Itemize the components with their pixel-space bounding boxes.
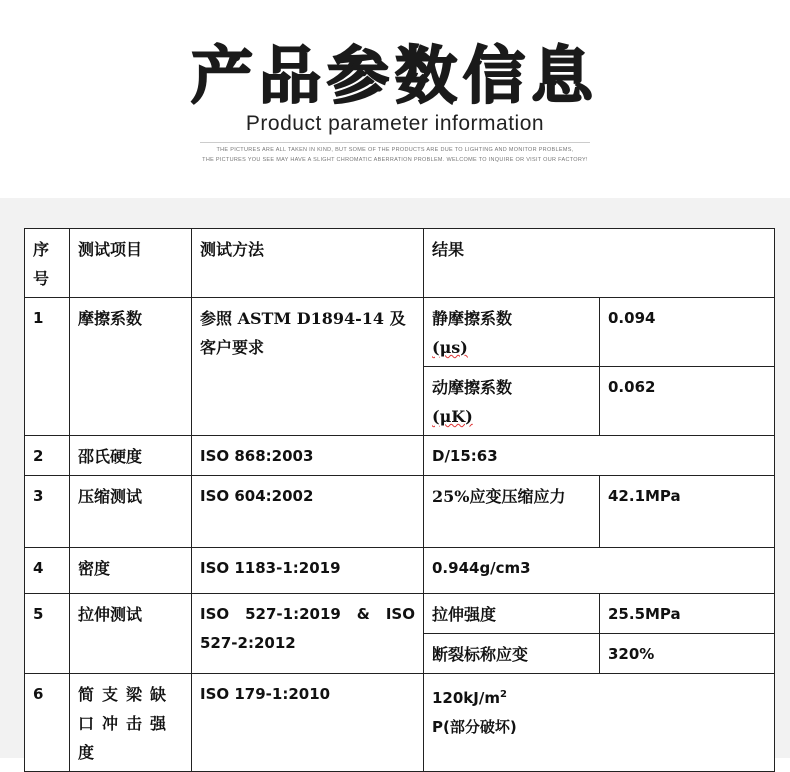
- result-label: 拉伸强度: [424, 594, 600, 634]
- table-row: [25, 594, 775, 634]
- header-no: 序号: [25, 229, 70, 298]
- table-row: [25, 476, 775, 548]
- header-result: 结果: [424, 229, 775, 298]
- header: [0, 0, 790, 196]
- disclaimer-line-2: THE PICTURES YOU SEE MAY HAVE A SLIGHT CHROMATIC ABERRATION PROBLEM. WELCOME TO INQUIRE OR VISIT OUR FACTORY!: [202, 157, 588, 163]
- table-row: [25, 548, 775, 594]
- row-no: 2: [25, 436, 70, 476]
- result-label: 断裂标称应变: [424, 634, 600, 674]
- result-value: 42.1MPa: [600, 476, 775, 548]
- row-result: D/15:63: [424, 436, 775, 476]
- result-label: 静摩擦系数 (μs): [424, 298, 600, 367]
- header-method: 测试方法: [192, 229, 424, 298]
- page-subtitle: Product parameter information: [245, 112, 545, 135]
- table-row: [25, 298, 775, 367]
- row-method: ISO 604:2002: [192, 476, 424, 548]
- page-title: 产品参数信息: [190, 39, 599, 112]
- header-item: 测试项目: [70, 229, 192, 298]
- row-item: 摩擦系数: [70, 298, 192, 436]
- row-item: 简支梁缺口冲击强度: [70, 674, 192, 772]
- row-method: ISO 1183-1:2019: [192, 548, 424, 594]
- row-method: ISO 179-1:2010: [192, 674, 424, 772]
- result-value: 320%: [600, 634, 775, 674]
- result-value: 0.062: [600, 367, 775, 436]
- result-value: 25.5MPa: [600, 594, 775, 634]
- row-no: 4: [25, 548, 70, 594]
- row-result: 0.944g/cm3: [424, 548, 775, 594]
- row-no: 6: [25, 674, 70, 772]
- row-item: 密度: [70, 548, 192, 594]
- table-row: [25, 436, 775, 476]
- parameter-table: [24, 228, 775, 772]
- result-label: 25%应变压缩应力: [424, 476, 600, 548]
- row-method: 参照 ASTM D1894-14 及客户要求: [192, 298, 424, 436]
- disclaimer-line-1: THE PICTURES ARE ALL TAKEN IN KIND, BUT SOME OF THE PRODUCTS ARE DUE TO LIGHTING AND MONITOR PROBLEMS,: [216, 147, 574, 153]
- row-item: 邵氏硬度: [70, 436, 192, 476]
- row-no: 3: [25, 476, 70, 548]
- row-no: 1: [25, 298, 70, 436]
- row-result: $120kJ/m^2$ P(部分破坏): [424, 674, 775, 772]
- row-item: 压缩测试: [70, 476, 192, 548]
- row-method: ISO 527-1:2019 & ISO 527-2:2012: [192, 594, 424, 674]
- row-no: 5: [25, 594, 70, 674]
- table-header-row: [25, 229, 775, 298]
- row-item: 拉伸测试: [70, 594, 192, 674]
- table-row: [25, 674, 775, 772]
- row-method: ISO 868:2003: [192, 436, 424, 476]
- result-label: 动摩擦系数 (μK): [424, 367, 600, 436]
- result-value: 0.094: [600, 298, 775, 367]
- header-divider: [200, 142, 590, 143]
